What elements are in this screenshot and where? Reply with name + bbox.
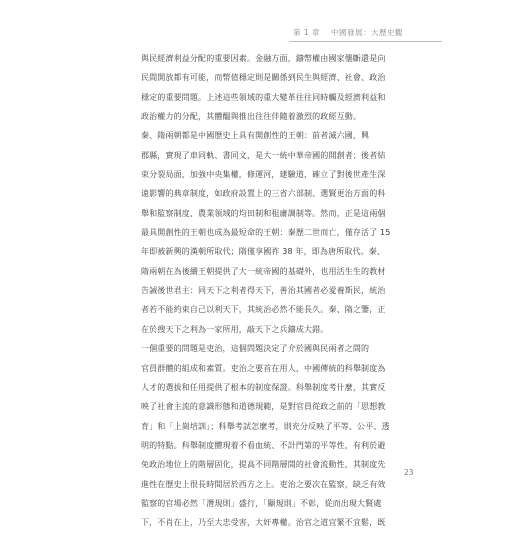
text-line: 一個重要的問題是吏治，這個問題決定了介於國與民兩者之間的 [141, 344, 370, 354]
page-number: 23 [404, 468, 414, 477]
text-line: 隋兩朝在為後續王朝提供了大一統帝國的基礎外，也用活生生的教材 [141, 266, 386, 276]
running-header [0, 10, 520, 40]
body-text [141, 49, 411, 533]
text-line: 明的特點。科舉制度體現着不看血統、不計門第的平等性，有利於避 [141, 440, 386, 450]
text-line: 人才的選拔和任用提供了根本的制度保證。科舉制度考什麼，其實反 [141, 382, 386, 392]
text-line: 告誡後世君主：同天下之利者得天下，善治其國者必愛養斯民，統治 [141, 286, 386, 296]
text-line: 映了社會主流的意識形態和道德規範，是對官員從政之前的「思想教 [141, 402, 386, 412]
text-line: 年即被新興的漢朝所取代；隋僅享國祚 38 年，即為唐所取代。秦、 [141, 247, 386, 257]
text-line: 舉和監察制度、農業領域的均田制和租庸調制等。然而，正是這兩個 [141, 208, 386, 218]
text-line: 進性在歷史上很長時間居於西方之上。吏治之要次在監察，缺乏有效 [141, 479, 386, 489]
text-line: 束分裂局面，加強中央集權，修運河，建驗道，確立了對後世產生深 [141, 170, 386, 180]
text-line: 民間開放都有可能，而幣值穩定則是關係到民生與經濟、社會、政治 [141, 73, 386, 83]
text-line: 監察的官場必然「潛規則」盛行，「顯規則」不彰，從而出現大賢處 [141, 498, 382, 508]
text-line: 與民經濟利益分配的重要因素。金融方面，鑄幣權由國家壟斷還是向 [141, 54, 386, 63]
text-line: 在於搜天下之利為一家所用，敲天下之兵鑄成大錯。 [141, 324, 329, 334]
text-line: 郡縣，實現了車同軌、書同文，是大一統中華帝國的開創者；後者結 [141, 150, 386, 160]
text-line: 下，不肖在上，乃至大忠受害，大奸專權。治官之道宜緊不宜鬆，既 [141, 518, 386, 528]
text-line: 最具開創性的王朝也成為最短命的王朝：秦歷二世而亡，僅存活了 15 [141, 228, 391, 238]
text-line: 免政治地位上的階層固化，提高不同階層間的社會流動性，其制度先 [141, 460, 386, 470]
text-line: 者若不能約束自己以利天下，其統治必然不能長久。秦、隋之鑒，正 [141, 305, 386, 315]
chapter-label: 第 1 章 [293, 28, 321, 37]
text-line: 秦、隋兩朝都是中國歷史上具有開創性的王朝：前者滅六國，興 [141, 131, 370, 141]
text-line: 政治權力的分配，其體醞與推出往往伴隨着激烈的政經互動。 [141, 112, 362, 122]
text-line: 穩定的重要問題。上述這些領域的重大變革往往同時觸及經濟利益和 [141, 92, 386, 102]
text-line: 官員群體的組成和素質。吏治之要首在用人，中國傳統的科舉制度為 [141, 363, 386, 373]
running-title: 中國發展：大歷史觀 [331, 28, 403, 37]
header-rule [289, 41, 442, 42]
text-line: 遠影響的典章制度，如政府設置上的三省六部制、選賢更治方面的科 [141, 189, 386, 199]
text-line: 育」和「上崗培訓」；科舉考試怎麼考，則充分反映了平等、公平、透 [141, 421, 390, 431]
